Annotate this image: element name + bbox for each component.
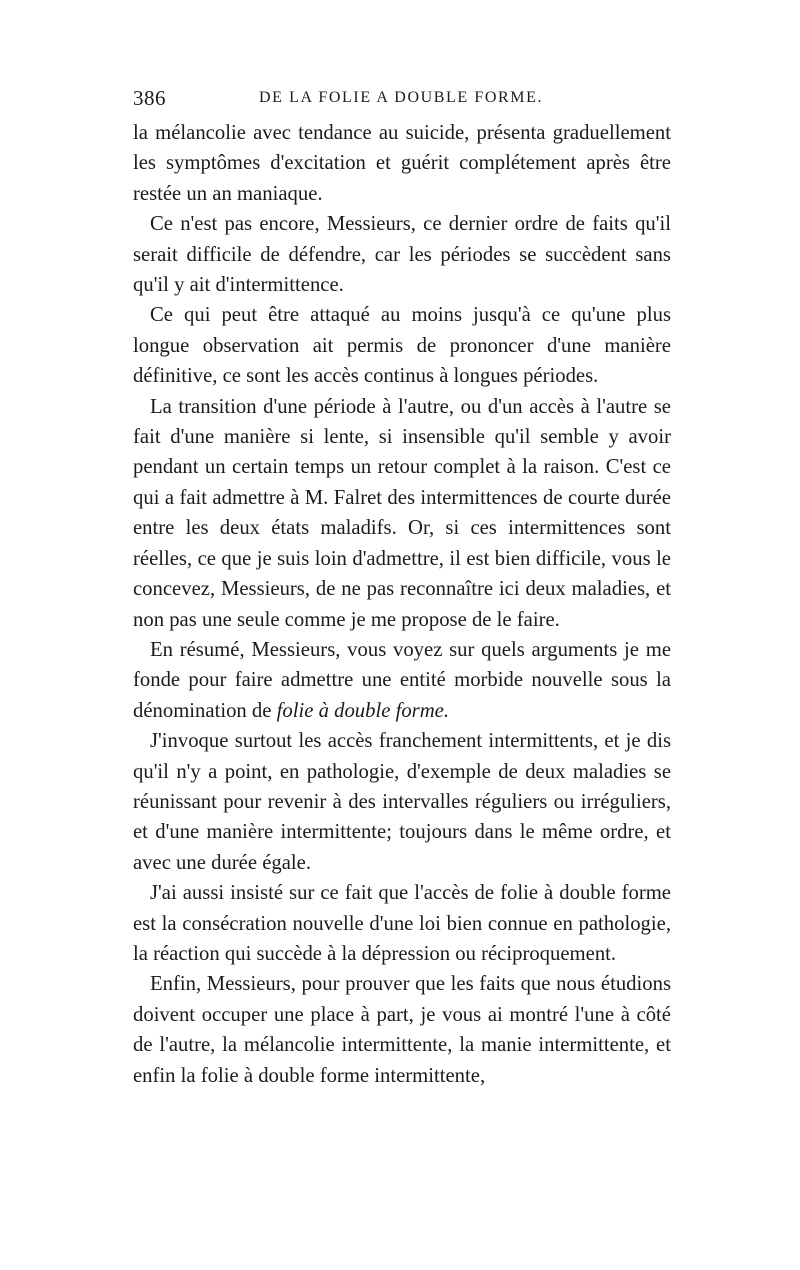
paragraph-3: Ce qui peut être attaqué au moins jusqu'à ce qu'une plus longue observation ait permis de prononcer d'une manière définitive, ce sont les accès continus à longues périodes. bbox=[133, 304, 671, 388]
paragraph-2: Ce n'est pas encore, Messieurs, ce dernier ordre de faits qu'il serait difficile de défendre, car les périodes se succèdent sans qu'il y ait d'intermittence. bbox=[133, 213, 671, 297]
page-header bbox=[133, 86, 671, 118]
paragraph-7: J'ai aussi insisté sur ce fait que l'accès de folie à double forme est la consécration nouvelle d'une loi bien connue en pathologie, la réaction qui succède à la dépression ou réciproquement. bbox=[133, 882, 671, 965]
paragraph-5 bbox=[133, 635, 671, 726]
running-title: DE LA FOLIE A DOUBLE FORME. bbox=[259, 89, 544, 106]
paragraph-1: la mélancolie avec tendance au suicide, présenta graduellement les symptômes d'excitation et guérit complétement après être restée un an maniaque. bbox=[133, 122, 671, 205]
paragraph-4: La transition d'une période à l'autre, ou d'un accès à l'autre se fait d'une manière si lente, si insensible qu'il semble y avoir pendant un certain temps un retour complet à la raison. C'est ce qui a fait admettre à M. Falret des intermittences de courte durée entre les deux états maladifs. Or, si ces intermittences sont réelles, ce que je suis loin d'admettre, il est bien difficile, vous le concevez, Messieurs, de ne pas reconnaître ici deux maladies, et non pas une seule comme je me propose de le faire. bbox=[133, 395, 671, 631]
book-page bbox=[133, 86, 671, 1091]
body-text bbox=[133, 118, 671, 1091]
paragraph-5-text: En résumé, Messieurs, vous voyez sur quels arguments je me fonde pour faire admettre une entité morbide nouvelle sous la dénomination de bbox=[133, 638, 671, 722]
page-number: 386 bbox=[133, 86, 166, 110]
paragraph-6: J'invoque surtout les accès franchement intermittents, et je dis qu'il n'y a point, en pathologie, d'exemple de deux maladies se réunissant pour revenir à des intervalles réguliers ou irréguliers, et d'une manière intermittente; toujours dans le même ordre, et avec une durée égale. bbox=[133, 730, 671, 874]
italic-term: folie à double forme. bbox=[276, 699, 450, 722]
paragraph-8: Enfin, Messieurs, pour prouver que les faits que nous étudions doivent occuper une place à part, je vous ai montré l'une à côté de l'autre, la mélancolie intermittente, la manie intermittente, et enfin la folie à double forme intermittente, bbox=[133, 973, 671, 1087]
